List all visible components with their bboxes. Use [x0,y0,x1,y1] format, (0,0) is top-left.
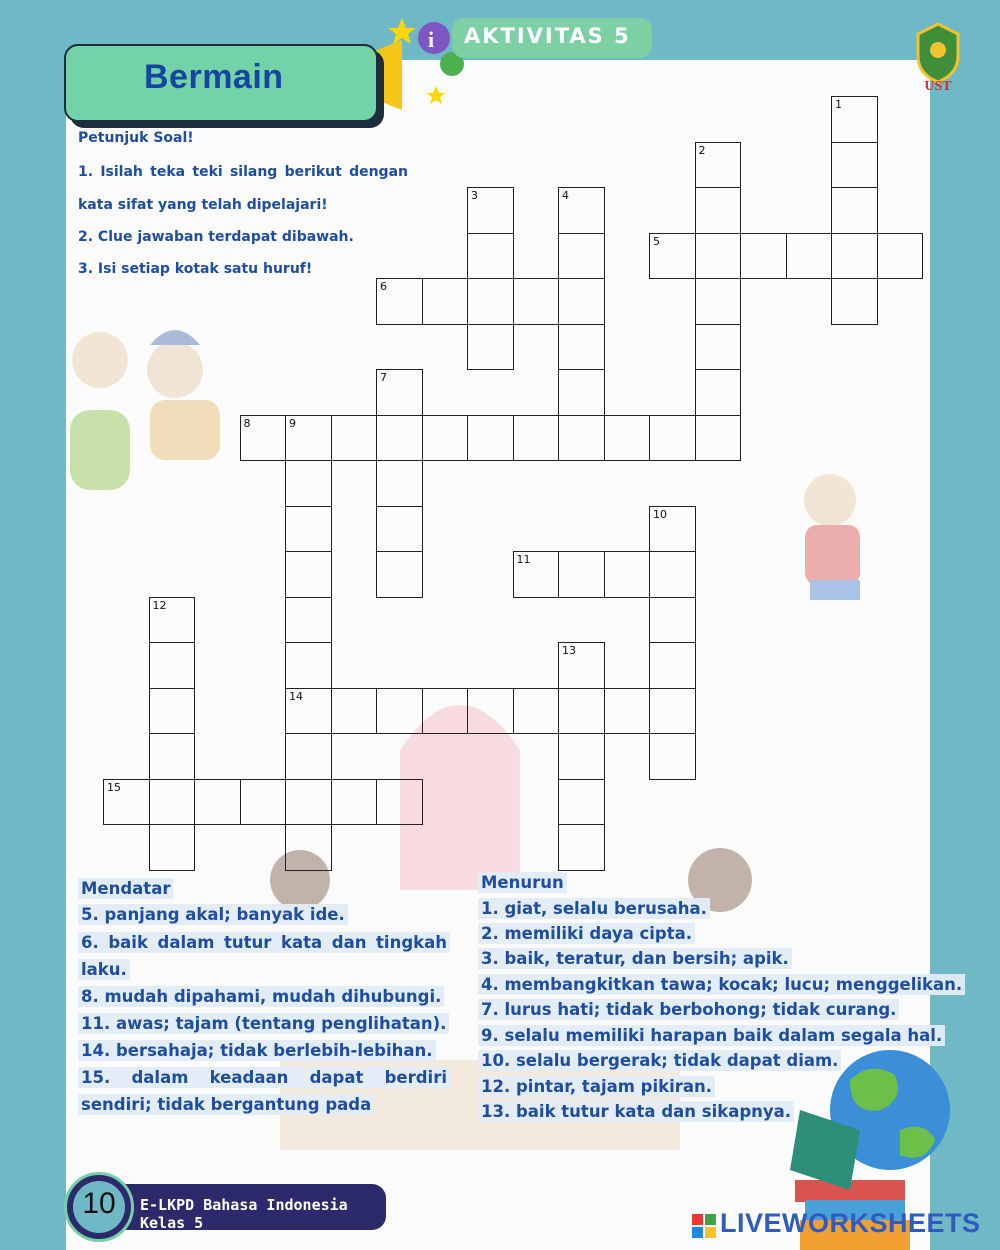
school-logo-icon [906,20,970,92]
crossword-cell[interactable] [285,733,332,780]
crossword-cell[interactable] [240,415,287,462]
crossword-cell[interactable] [149,597,196,644]
crossword-cell[interactable] [558,415,605,462]
crossword-cell[interactable] [376,460,423,507]
cell-number: 3 [471,189,478,202]
across-clue: 5. panjang akal; banyak ide. [78,904,348,925]
down-clue: 3. baik, teratur, dan bersih; apik. [478,948,792,969]
section-title: Bermain [144,58,284,96]
instruction-1b: kata sifat yang telah dipelajari! [78,197,328,213]
crossword-cell[interactable] [331,779,378,826]
crossword-cell[interactable] [194,779,241,826]
crossword-cell[interactable] [558,551,605,598]
crossword-cell[interactable] [513,551,560,598]
crossword-cell[interactable] [649,506,696,553]
cell-number: 11 [516,553,531,566]
down-clue: 12. pintar, tajam pikiran. [478,1076,715,1097]
crossword-cell[interactable] [376,551,423,598]
crossword-cell[interactable] [149,642,196,689]
crossword-cell[interactable] [740,233,787,280]
crossword-cell[interactable] [285,415,332,462]
crossword-cell[interactable] [513,688,560,735]
crossword-cell[interactable] [285,506,332,553]
crossword-cell[interactable] [376,688,423,735]
cell-number: 12 [152,598,167,612]
liveworksheets-brand[interactable]: LIVEWORKSHEETS [720,1208,981,1238]
crossword-cell[interactable] [422,415,469,462]
instruction-3: 3. Isi setiap kotak satu huruf! [78,261,313,277]
down-clue: 4. membangkitkan tawa; kocak; lucu; menggelikan. [478,974,965,995]
cell-number: 2 [698,143,706,157]
across-clue: 11. awas; tajam (tentang penglihatan). [78,1013,449,1034]
cell-number: 13 [562,644,576,657]
book-title: E-LKPD Bahasa Indonesia Kelas 5 [140,1196,348,1232]
crossword-cell[interactable] [649,688,696,735]
crossword-cell[interactable] [649,551,696,598]
crossword-cell[interactable] [558,824,605,871]
cell-number: 1 [835,98,842,111]
cell-number: 15 [107,780,121,794]
cell-number: 8 [243,416,251,430]
crossword-cell[interactable] [240,779,287,826]
cell-number: 7 [380,371,387,384]
crossword-cell[interactable] [649,233,696,280]
crossword-cell[interactable] [695,278,742,325]
crossword-cell[interactable] [558,233,605,280]
crossword-cell[interactable] [376,415,423,462]
crossword-cell[interactable] [558,733,605,780]
crossword-cell[interactable] [649,642,696,689]
crossword-cell[interactable] [422,688,469,735]
page-number: 10 [82,1187,116,1220]
instruction-1a: 1. Isilah teka teki silang berikut dengan [78,164,408,180]
crossword-cell[interactable] [285,597,332,644]
crossword-cell[interactable] [695,324,742,371]
crossword-cell[interactable] [558,324,605,371]
down-clue: 7. lurus hati; tidak berbohong; tidak curang. [478,999,899,1020]
down-clue: 1. giat, selalu berusaha. [478,898,710,919]
crossword-cell[interactable] [604,415,651,462]
across-heading: Mendatar [78,878,173,899]
crossword-cell[interactable] [376,278,423,325]
crossword-cell[interactable] [513,415,560,462]
down-clue: 2. memiliki daya cipta. [478,923,695,944]
crossword-cell[interactable] [285,551,332,598]
crossword-cell[interactable] [285,642,332,689]
crossword-cell[interactable] [467,324,514,371]
cell-number: 9 [289,416,296,430]
cell-number: 10 [653,507,667,521]
crossword-cell[interactable] [149,688,196,735]
page-number-badge [64,1172,134,1242]
crossword-cell[interactable] [695,369,742,416]
crossword-cell[interactable] [285,824,332,871]
crossword-cell[interactable] [331,688,378,735]
crossword-cell[interactable] [467,415,514,462]
crossword-cell[interactable] [695,187,742,234]
crossword-cell[interactable] [695,415,742,462]
crossword-cell[interactable] [558,369,605,416]
logo-text: UST [924,79,952,92]
crossword-cell[interactable] [649,415,696,462]
crossword-cell[interactable] [831,96,878,143]
across-clue: 15. dalam keadaan dapat berdiri [78,1067,450,1088]
crossword-cell[interactable] [285,688,332,735]
activity-label: AKTIVITAS 5 [464,24,631,48]
crossword-cell[interactable] [103,779,150,826]
crossword-cell[interactable] [831,233,878,280]
crossword-cell[interactable] [604,688,651,735]
down-clue: 9. selalu memiliki harapan baik dalam segala hal. [478,1025,945,1046]
across-clue: 6. baik dalam tutur kata dan tingkah [78,932,450,953]
cell-number: 6 [380,280,387,293]
crossword-cell[interactable] [467,688,514,735]
svg-text:i: i [428,27,435,52]
crossword-cell[interactable] [285,779,332,826]
liveworksheets-logo-icon [692,1214,716,1238]
crossword-cell[interactable] [558,688,605,735]
crossword-cell[interactable] [331,415,378,462]
cell-number: 4 [562,189,569,202]
crossword-cell[interactable] [831,142,878,189]
crossword-cell[interactable] [467,187,514,234]
crossword-cell[interactable] [649,733,696,780]
crossword-cell[interactable] [558,278,605,325]
crossword-cell[interactable] [649,597,696,644]
crossword-cell[interactable] [513,278,560,325]
crossword-cell[interactable] [831,278,878,325]
across-clue: 14. bersahaja; tidak berlebih-lebihan. [78,1040,436,1061]
crossword-cell[interactable] [149,824,196,871]
cell-number: 5 [653,234,660,248]
crossword-cell[interactable] [558,779,605,826]
crossword-cell[interactable] [467,233,514,280]
crossword-cell[interactable] [877,233,924,280]
crossword-cell[interactable] [695,142,742,189]
down-clue: 13. baik tutur kata dan sikapnya. [478,1101,794,1122]
activity-badge [452,18,652,58]
across-clue: sendiri; tidak bergantung pada [78,1094,374,1115]
crossword-cell[interactable] [786,233,833,280]
crossword-cell[interactable] [285,460,332,507]
cell-number: 14 [289,689,303,703]
crossword-cell[interactable] [695,233,742,280]
crossword-cell[interactable] [376,506,423,553]
crossword-cell[interactable] [558,187,605,234]
crossword-cell[interactable] [376,369,423,416]
section-title-badge [64,44,378,122]
instructions-heading: Petunjuk Soal! [78,130,194,146]
crossword-cell[interactable] [831,187,878,234]
instruction-2: 2. Clue jawaban terdapat dibawah. [78,229,354,245]
crossword-cell[interactable] [467,278,514,325]
crossword-cell[interactable] [558,642,605,689]
crossword-cell[interactable] [149,779,196,826]
across-clue: 8. mudah dipahami, mudah dihubungi. [78,986,444,1007]
crossword-cell[interactable] [376,779,423,826]
down-clue: 10. selalu bergerak; tidak dapat diam. [478,1050,841,1071]
across-clue: laku. [78,959,130,980]
down-heading: Menurun [478,872,567,893]
crossword-cell[interactable] [604,551,651,598]
crossword-cell[interactable] [149,733,196,780]
crossword-cell[interactable] [422,278,469,325]
